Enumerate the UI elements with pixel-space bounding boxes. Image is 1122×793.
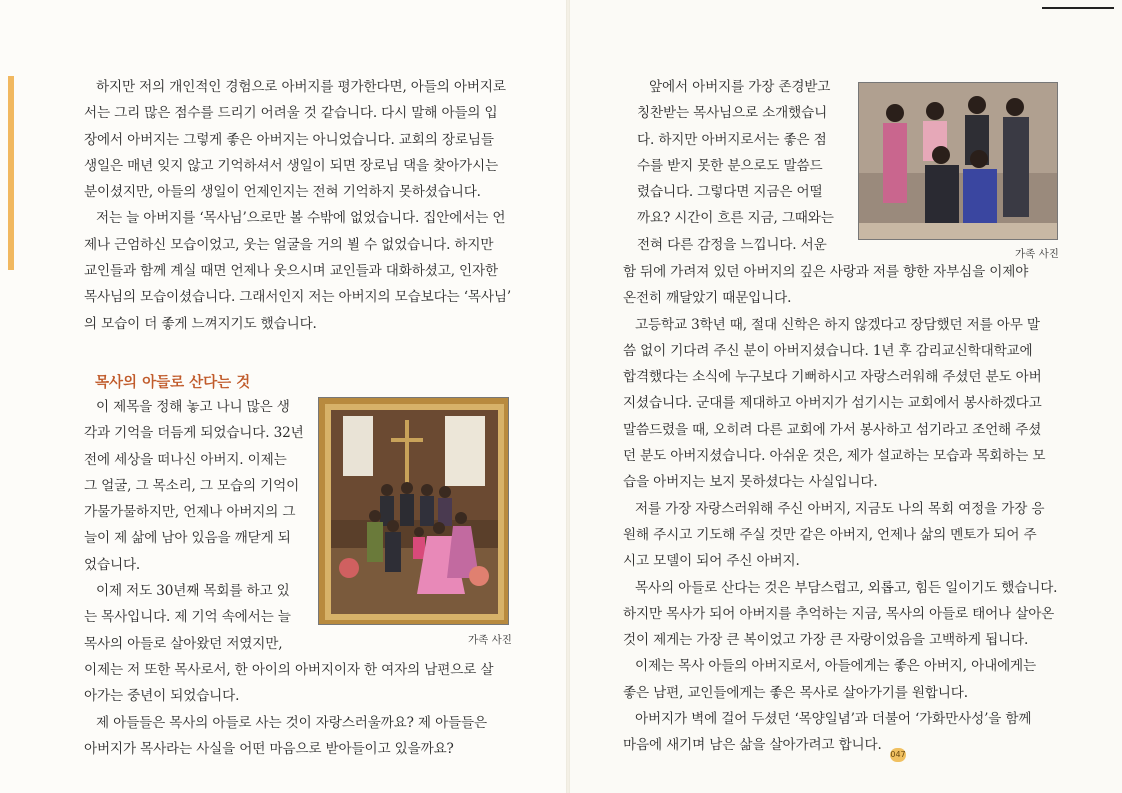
text-line: 다. 하지만 아버지로서는 좋은 점 — [637, 131, 827, 148]
text-line: 씀 없이 기다려 주신 분이 아버지셨습니다. 1년 후 감리교신학대학교에 — [623, 342, 1033, 359]
text-line: 목사의 아들로 살아왔던 저였지만, — [84, 635, 283, 652]
text-line: 함 뒤에 가려져 있던 아버지의 깊은 사랑과 저를 향한 자부심을 이제야 — [623, 264, 1029, 280]
text-line: 하지만 저의 개인적인 경험으로 아버지를 평가한다면, 아들의 아버지로 — [96, 79, 506, 95]
studio-photo-image — [859, 83, 1058, 240]
text-line: 말씀드렸을 때, 오히려 다른 교회에 가서 봉사하고 섬기라고 조언해 주셨 — [623, 421, 1042, 438]
text-line: 마음에 새기며 남은 삶을 살아가려고 합니다. — [623, 737, 882, 754]
photo-caption: 가족 사진 — [1015, 248, 1059, 260]
text-line: 분이셨지만, 아들의 생일이 언제인지는 전혀 기억하지 못하셨습니다. — [84, 184, 481, 201]
text-line: 던 분도 아버지셨습니다. 아쉬운 것은, 제가 설교하는 모습과 목회하는 모 — [623, 448, 1046, 465]
text-line: 의 모습이 더 좋게 느껴지기도 했습니다. — [84, 315, 317, 332]
text-line: 목사님의 모습이셨습니다. 그래서인지 저는 아버지의 모습보다는 ‘목사님’ — [84, 289, 511, 306]
text-line: 온전히 깨달았기 때문입니다. — [623, 290, 792, 307]
text-line: 렸습니다. 그렇다면 지금은 어떨 — [637, 184, 823, 201]
section-heading: 목사의 아들로 산다는 것 — [95, 375, 251, 391]
text-line: 이제는 저 또한 목사로서, 한 아이의 아버지이자 한 여자의 남편으로 살 — [84, 662, 494, 678]
text-line: 것이 제게는 가장 큰 복이었고 가장 큰 자랑이었음을 고백하게 됩니다. — [623, 632, 1029, 649]
text-line: 제나 근엄하신 모습이었고, 웃는 얼굴을 거의 뵐 수 없었습니다. 하지만 — [84, 236, 494, 253]
text-line: 었습니다. — [84, 556, 141, 573]
text-line: 가물가물하지만, 언제나 아버지의 그 — [84, 504, 296, 521]
text-line: 늘이 제 삶에 남아 있음을 깨닫게 되 — [84, 530, 291, 547]
text-line: 저는 늘 아버지를 ‘목사님’으로만 볼 수밖에 없었습니다. 집안에서는 언 — [96, 210, 506, 227]
text-line: 습을 아버지는 보지 못하셨다는 사실입니다. — [623, 474, 878, 491]
text-line: 앞에서 아버지를 가장 존경받고 — [649, 79, 831, 95]
left-intro-paragraphs — [84, 74, 511, 337]
text-line: 이제는 목사 아들의 아버지로서, 아들에게는 좋은 아버지, 아내에게는 — [635, 658, 1037, 675]
text-line: 전에 세상을 떠나신 아버지. 이제는 — [84, 451, 287, 468]
family-photo-studio — [858, 82, 1058, 240]
page-gutter — [566, 0, 570, 793]
accent-bar — [8, 76, 14, 270]
text-line: 칭찬받는 목사님으로 소개했습니 — [637, 105, 828, 122]
text-line: 아버지가 목사라는 사실을 어떤 마음으로 받아들이고 있을까요? — [84, 740, 454, 757]
right-full-paragraphs — [623, 259, 1057, 759]
text-line: 생일은 매년 잊지 않고 기억하셔서 생일이 되면 장로님 댁을 찾아가시는 — [84, 157, 499, 174]
text-line: 아가는 중년이 되었습니다. — [84, 688, 240, 705]
family-photo-image — [319, 398, 509, 625]
left-wrapped-paragraphs — [84, 394, 304, 657]
text-line: 는 목사입니다. 제 기억 속에서는 늘 — [84, 609, 291, 626]
text-line: 원해 주시고 기도해 주실 것만 같은 아버지, 언제나 삶의 멘토가 되어 주 — [623, 526, 1037, 543]
text-line: 아버지가 벽에 걸어 두셨던 ‘목양일념’과 더불어 ‘가화만사성’을 함께 — [635, 711, 1032, 728]
photo-caption: 가족 사진 — [468, 634, 512, 646]
text-line: 시고 모델이 되어 주신 아버지. — [623, 553, 800, 570]
text-line: 이제 저도 30년째 목회를 하고 있 — [96, 583, 290, 600]
text-line: 하지만 목사가 되어 아버지를 추억하는 지금, 목사의 아들로 태어나 살아온 — [623, 605, 1055, 622]
text-line: 제 아들들은 목사의 아들로 사는 것이 자랑스러울까요? 제 아들들은 — [96, 714, 488, 731]
text-line: 좋은 남편, 교인들에게는 좋은 목사로 살아가기를 원합니다. — [623, 684, 968, 701]
text-line: 장에서 아버지는 그렇게 좋은 아버지는 아니었습니다. 교회의 장로님들 — [84, 131, 494, 148]
text-line: 까요? 시간이 흐른 지금, 그때와는 — [637, 210, 834, 227]
text-line: 전혀 다른 감정을 느낍니다. 서운 — [637, 236, 827, 253]
text-line: 이 제목을 정해 놓고 나니 많은 생 — [96, 399, 290, 415]
text-line: 고등학교 3학년 때, 절대 신학은 하지 않겠다고 장담했던 저를 아무 말 — [635, 316, 1040, 333]
left-closing-paragraphs — [84, 657, 493, 762]
text-line: 수를 받지 못한 분으로도 말씀드 — [637, 157, 823, 174]
text-line: 그 얼굴, 그 목소리, 그 모습의 기억이 — [84, 477, 300, 494]
text-line: 저를 가장 자랑스러워해 주신 아버지, 지금도 나의 목회 여정을 가장 응 — [635, 500, 1045, 517]
right-wrapped-paragraphs — [637, 74, 834, 258]
family-photo-framed — [318, 397, 509, 625]
text-line: 지셨습니다. 군대를 제대하고 아버지가 섬기시는 교회에서 봉사하겠다고 — [623, 395, 1042, 412]
text-line: 교인들과 함께 계실 때면 언제나 웃으시며 교인들과 대화하셨고, 인자한 — [84, 263, 499, 280]
page-number: 047 — [890, 748, 906, 762]
text-line: 서는 그리 많은 점수를 드리기 어려울 것 같습니다. 다시 말해 아들의 입 — [84, 105, 498, 122]
text-line: 합격했다는 소식에 누구보다 기뻐하시고 자랑스러워해 주셨던 분도 아버 — [623, 369, 1042, 386]
top-rule — [1042, 7, 1114, 9]
text-line: 각과 기억을 더듬게 되었습니다. 32년 — [84, 425, 304, 442]
text-line: 목사의 아들로 산다는 것은 부담스럽고, 외롭고, 힘든 일이기도 했습니다. — [635, 579, 1058, 596]
